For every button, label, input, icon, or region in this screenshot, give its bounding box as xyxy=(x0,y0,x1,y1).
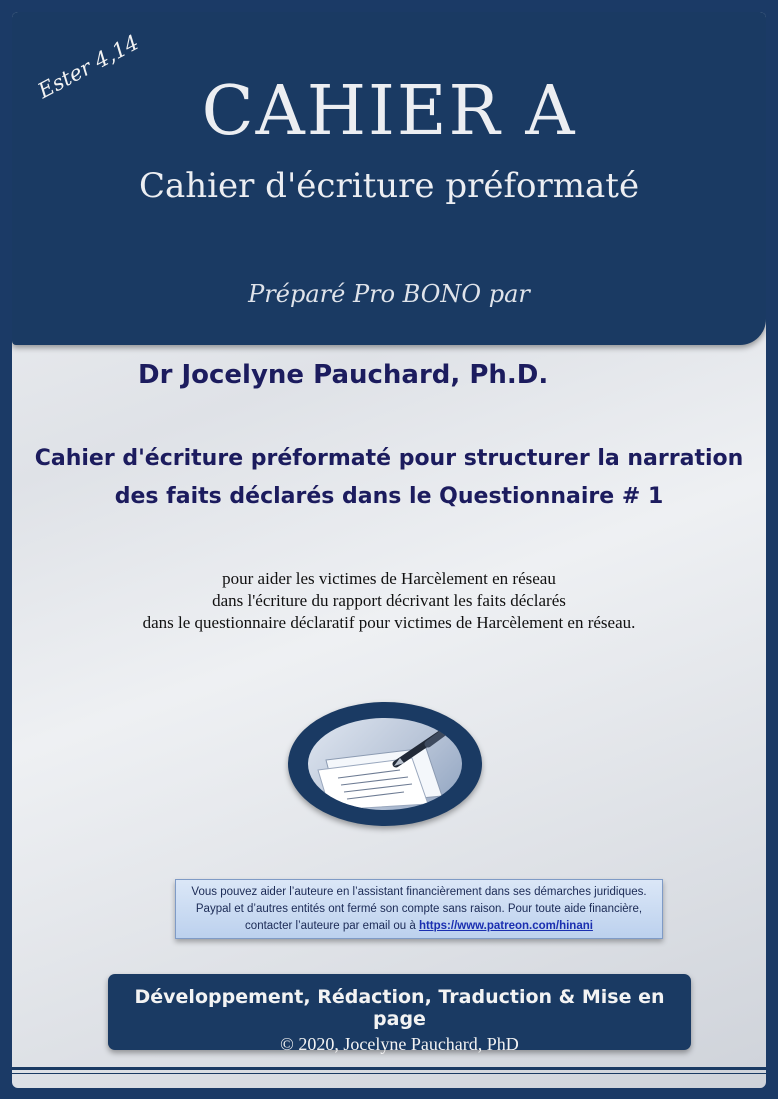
pen-writing-on-paper-icon xyxy=(308,718,462,810)
page-subtitle: Cahier d'écriture préformaté xyxy=(138,166,640,206)
page-title: CAHIER A xyxy=(201,72,577,151)
notice-line-2: Paypal et d’autres entités ont fermé son compte sans raison. Pour toute aide financière, xyxy=(195,903,643,915)
verse-reference: Ester 4,14 xyxy=(34,30,143,104)
copyright: © 2020, Jocelyne Pauchard, PhD xyxy=(280,1034,519,1054)
footer-credits: Développement, Rédaction, Traduction & Mise en page xyxy=(134,986,665,1030)
donation-notice xyxy=(175,879,663,939)
purpose-line-1: pour aider les victimes de Harcèlement en réseau xyxy=(222,569,556,588)
purpose-line-2: dans l'écriture du rapport décrivant les faits déclarés xyxy=(212,591,566,610)
description-line-1: Cahier d'écriture préformaté pour structurer la narration xyxy=(34,446,744,471)
notice-line-1: Vous pouvez aider l’auteure en l’assistant financièrement dans ses démarches juridiques. xyxy=(191,886,647,898)
description xyxy=(12,440,766,516)
purpose-line-3: dans le questionnaire déclaratif pour victimes de Harcèlement en réseau. xyxy=(142,613,636,632)
patreon-link[interactable]: https://www.patreon.com/hinani xyxy=(418,920,593,932)
footer-divider-thin xyxy=(12,1073,766,1074)
notice-line-3-text: contacter l’auteure par email ou à xyxy=(245,920,416,932)
illustration-frame xyxy=(288,702,482,826)
description-line-2: des faits déclarés dans le Questionnaire # 1 xyxy=(114,484,664,509)
cover-page xyxy=(12,12,766,1088)
author-name: Dr Jocelyne Pauchard, Ph.D. xyxy=(138,360,549,390)
header-banner xyxy=(12,12,766,345)
prepared-by-label: Préparé Pro BONO par xyxy=(248,280,530,308)
footer-banner xyxy=(108,974,691,1054)
purpose-text xyxy=(12,568,766,634)
footer-divider xyxy=(12,1067,766,1070)
notice-line-3 xyxy=(176,918,662,935)
